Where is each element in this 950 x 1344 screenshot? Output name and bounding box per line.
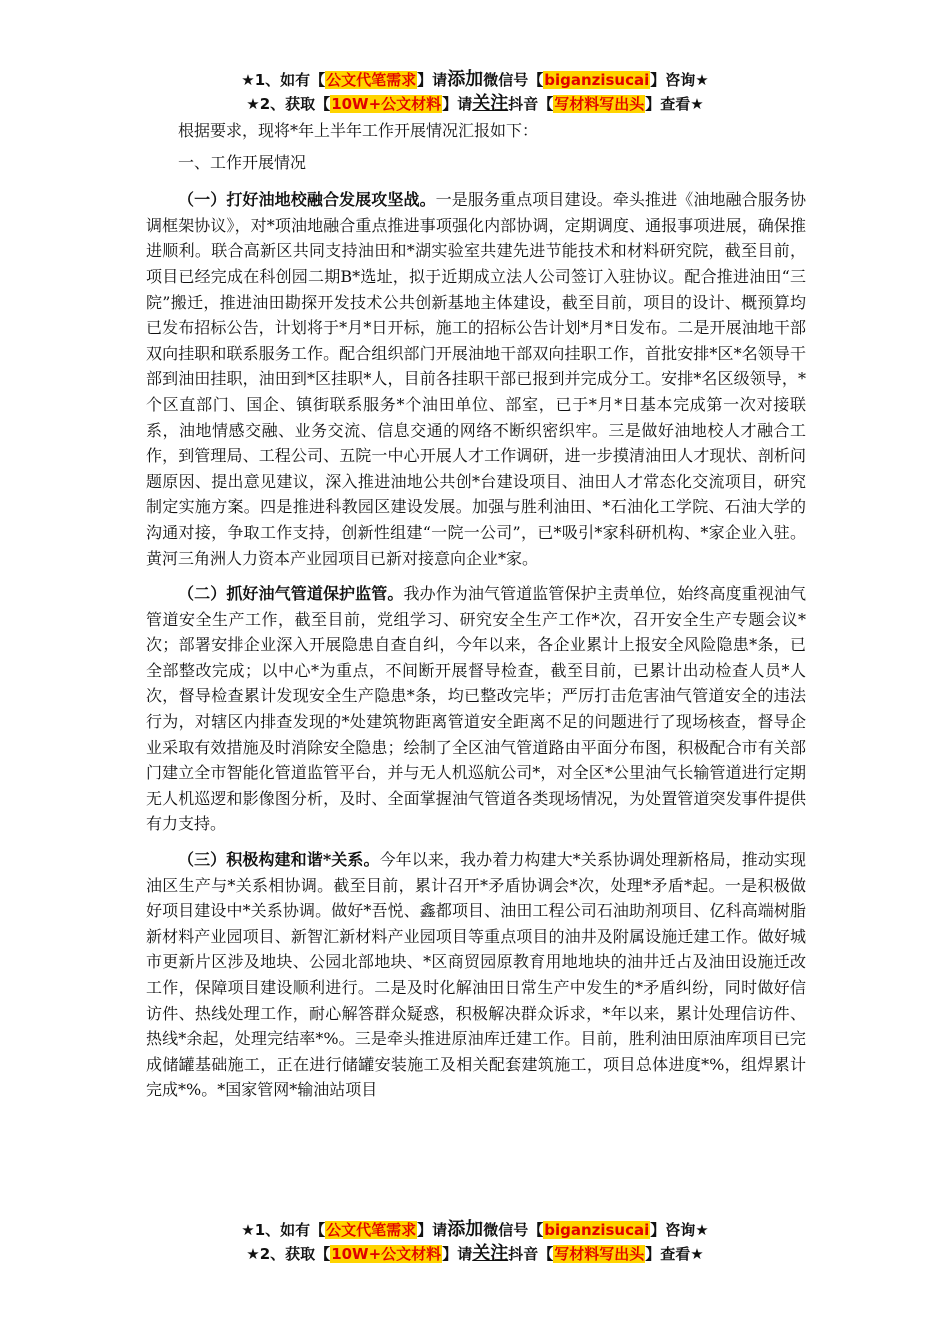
wechat-id-highlight: biganzisucai	[544, 71, 650, 89]
promo-text: ★1、如有【	[241, 1221, 326, 1239]
promo-text: ★2、获取【	[246, 95, 331, 113]
document-body	[146, 118, 806, 1113]
paragraph-body: 今年以来，我办着力构建大*关系协调处理新格局，推动实现油区生产与*关系相协调。截至目前，累计召开*矛盾协调会*次，处理*矛盾*起。一是积极做好项目建设中*关系协调。做好*吾悦、鑫都项目、油田工程公司石油助剂项目、亿科高端树脂新材料产业园项目、新智汇新材料产业园项目等重点项目的油井及附属设施迁建工作。做好城市更新片区涉及地块、公园北部地块、*区商贸园原教育用地地块的油井迁占及油田设施迁改工作，保障项目建设顺利进行。二是及时化解油田日常生产中发生的*矛盾纠纷，同时做好信访件、热线处理工作，耐心解答群众疑惑，积极解决群众诉求，*年以来，累计处理信访件、热线*余起，处理完结率*%。三是牵头推进原油库迁建工作。目前，胜利油田原油库项目已完成储罐基础施工，正在进行储罐安装施工及相关配套建筑施工，项目总体进度*%，组焊累计完成*%。*国家管网*输油站项目	[146, 850, 806, 1100]
promo-text: 】请	[442, 1245, 473, 1263]
promo-text: 抖音【	[508, 1245, 554, 1263]
promo-line-2	[0, 92, 950, 116]
promo-highlight: 公文代笔需求	[326, 1221, 417, 1239]
promo-text: 】查看★	[645, 95, 704, 113]
promo-text: ★1、如有【	[241, 71, 326, 89]
promo-text: ★2、获取【	[246, 1245, 331, 1263]
promo-text: 】查看★	[645, 1245, 704, 1263]
promo-text: 抖音【	[508, 95, 554, 113]
promo-emphasis: 添加	[447, 1219, 484, 1240]
paragraph-lead: （二）抓好油气管道保护监管。	[178, 584, 404, 604]
promo-text: 】请	[442, 95, 473, 113]
promo-emphasis: 关注	[472, 1243, 509, 1264]
douyin-id-highlight: 写材料写出头	[554, 1245, 645, 1263]
promo-text: 】请	[417, 1221, 448, 1239]
promo-emphasis: 添加	[447, 69, 484, 90]
promo-footer	[0, 1218, 950, 1266]
paragraph-body: 我办作为油气管道监管保护主责单位，始终高度重视油气管道安全生产工作，截至目前，党组学习、研究安全生产工作*次，召开安全生产专题会议*次；部署安排企业深入开展隐患自查自纠，今年以来，各企业累计上报安全风险隐患*条，已全部整改完成；以中心*为重点，不间断开展督导检查，截至目前，已累计出动检查人员*人次，督导检查累计发现安全生产隐患*条，均已整改完毕；严厉打击危害油气管道安全的违法行为，对辖区内排查发现的*处建筑物距离管道安全距离不足的问题进行了现场核查，督导企业采取有效措施及时消除安全隐患；绘制了全区油气管道路由平面分布图，积极配合市有关部门建立全市智能化管道监管平台，并与无人机巡航公司*，对全区*公里油气长输管道进行定期无人机巡逻和影像图分析，及时、全面掌握油气管道各类现场情况，为处置管道突发事件提供有力支持。	[146, 584, 806, 834]
promo-text: 微信号【	[483, 1221, 544, 1239]
paragraph-lead: （三）积极构建和谐*关系。	[178, 850, 380, 870]
paragraph-lead: （一）打好油地校融合发展攻坚战。	[178, 190, 436, 210]
wechat-id-highlight: biganzisucai	[544, 1221, 650, 1239]
promo-text: 】咨询★	[650, 71, 709, 89]
promo-text: 微信号【	[483, 71, 544, 89]
promo-line-1	[0, 68, 950, 92]
paragraph-1	[146, 187, 806, 571]
promo-line-2	[0, 1242, 950, 1266]
promo-text: 】请	[417, 71, 448, 89]
paragraph-2	[146, 581, 806, 837]
promo-line-1	[0, 1218, 950, 1242]
promo-text: 】咨询★	[650, 1221, 709, 1239]
paragraph-body: 一是服务重点项目建设。牵头推进《油地融合服务协调框架协议》，对*项油地融合重点推进事项强化内部协调，定期调度、通报事项进展，确保推进顺利。联合高新区共同支持油田和*湖实验室共建先进节能技术和材料研究院，截至目前，项目已经完成在科创园二期B*选址，拟于近期成立法人公司签订入驻协议。配合推进油田“三院”搬迁，推进油田勘探开发技术公共创新基地主体建设，截至目前，项目的设计、概预算均已发布招标公告，计划将于*月*日开标，施工的招标公告计划*月*日发布。二是开展油地干部双向挂职和联系服务工作。配合组织部门开展油地干部双向挂职工作，首批安排*区*名领导干部到油田挂职，油田到*区挂职*人，目前各挂职干部已报到并完成分工。安排*名区级领导，*个区直部门、国企、镇街联系服务*个油田单位、部室，已于*月*日基本完成第一次对接联系，油地情感交融、业务交流、信息交通的网络不断织密织牢。三是做好油地校人才融合工作，到管理局、工程公司、五院一中心开展人才工作调研，进一步摸清油田人才现状、剖析问题原因、提出意见建议，深入推进油地公共创*台建设项目、油田人才常态化交流项目，研究制定实施方案。四是推进科教园区建设发展。加强与胜利油田、*石油化工学院、石油大学的沟通对接，争取工作支持，创新性组建“一院一公司”，已*吸引*家科研机构、*家企业入驻。黄河三角洲人力资本产业园项目已新对接意向企业*家。	[146, 190, 806, 568]
promo-highlight: 10W+公文材料	[331, 95, 442, 113]
promo-highlight: 公文代笔需求	[326, 71, 417, 89]
douyin-id-highlight: 写材料写出头	[554, 95, 645, 113]
promo-highlight: 10W+公文材料	[331, 1245, 442, 1263]
paragraph-3	[146, 847, 806, 1103]
section-heading: 一、工作开展情况	[178, 152, 307, 172]
promo-header	[0, 68, 950, 116]
intro-paragraph: 根据要求，现将*年上半年工作开展情况汇报如下：	[178, 121, 539, 140]
promo-emphasis: 关注	[472, 93, 509, 114]
